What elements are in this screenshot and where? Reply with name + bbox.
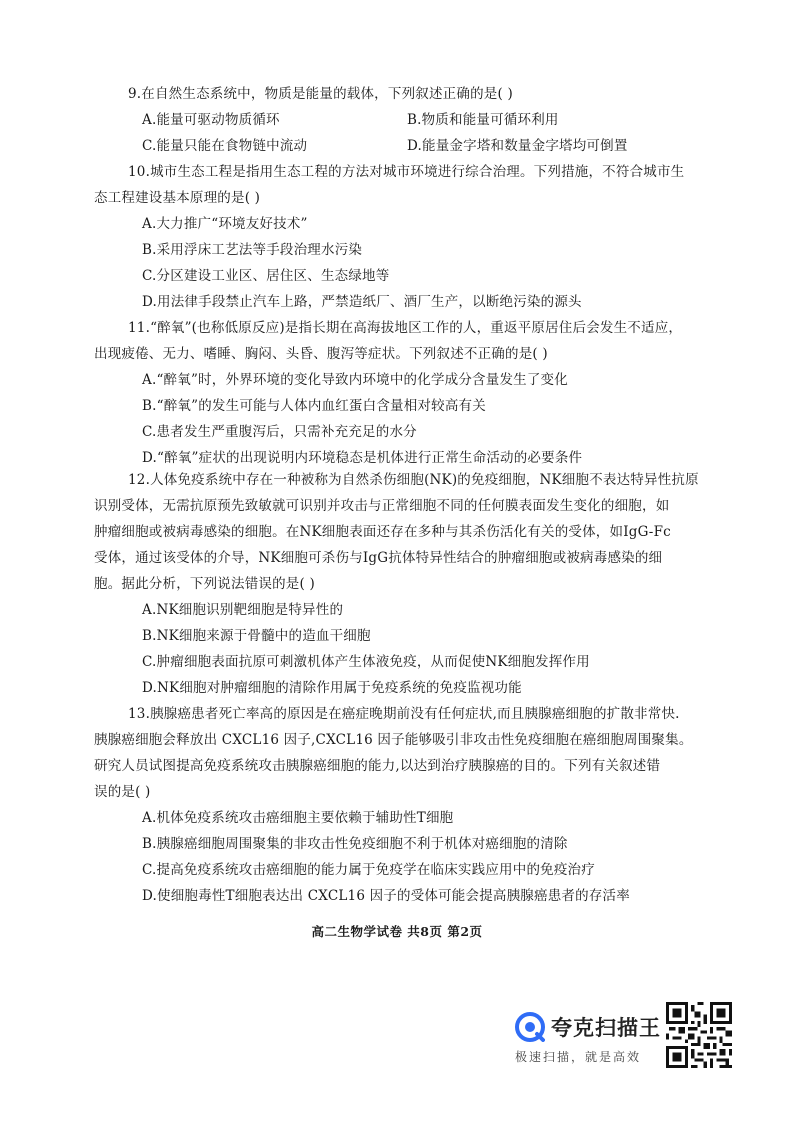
q11-option-d: D.“醉氧”症状的出现说明内环境稳态是机体进行正常生命活动的必要条件	[142, 450, 583, 466]
q10-option-c: C.分区建设工业区、居住区、生态绿地等	[142, 268, 390, 284]
q10-option-a: A.大力推广“环境友好技术”	[142, 216, 308, 232]
q13-option-a: A.机体免疫系统攻击癌细胞主要依赖于辅助性T细胞	[142, 810, 454, 826]
q12-option-c: C.肿瘤细胞表面抗原可刺激机体产生体液免疫，从而促使NK细胞发挥作用	[142, 654, 590, 670]
q13-stem-line2: 胰腺癌细胞会释放出 CXCL16 因子,CXCL16 因子能够吸引非攻击性免疫细胞在癌细胞周围聚集。	[94, 732, 693, 748]
q13-option-c: C.提高免疫系统攻击癌细胞的能力属于免疫学在临床实践应用中的免疫治疗	[142, 862, 595, 878]
q13-stem-line3: 研究人员试图提高免疫系统攻击胰腺癌细胞的能力,以达到治疗胰腺癌的目的。下列有关叙述错	[94, 758, 661, 774]
q11-option-b: B.“醉氧”的发生可能与人体内血红蛋白含量相对较高有关	[142, 398, 486, 414]
q13-stem-line1: 13.胰腺癌患者死亡率高的原因是在癌症晚期前没有任何症状,而且胰腺癌细胞的扩散非常快.	[128, 706, 680, 722]
q12-stem-line4: 受体，通过该受体的介导，NK细胞可杀伤与IgG抗体特异性结合的肿瘤细胞或被病毒感染的细	[94, 550, 663, 566]
q10-stem-line1: 10.城市生态工程是指用生态工程的方法对城市环境进行综合治理。下列措施，不符合城市生	[128, 164, 685, 180]
q11-option-c: C.患者发生严重腹泻后，只需补充充足的水分	[142, 424, 417, 440]
q10-option-b: B.采用浮床工艺法等手段治理水污染	[142, 242, 363, 258]
q12-stem-line3: 肿瘤细胞或被病毒感染的细胞。在NK细胞表面还存在多种与其杀伤活化有关的受体，如IgG-Fc	[94, 524, 671, 540]
qr-code-icon	[666, 1002, 732, 1068]
q11-option-a: A.“醉氧”时，外界环境的变化导致内环境中的化学成分含量发生了变化	[142, 372, 568, 388]
scanner-watermark	[515, 1008, 665, 1068]
q13-stem-line4: 误的是( )	[94, 784, 151, 800]
q11-stem-line2: 出现疲倦、无力、嗜睡、胸闷、头昏、腹泻等症状。下列叙述不正确的是( )	[94, 346, 548, 362]
q12-stem-line5: 胞。据此分析，下列说法错误的是( )	[94, 576, 315, 592]
scanner-brand-name: 夸克扫描王	[551, 1016, 661, 1040]
q10-option-d: D.用法律手段禁止汽车上路，严禁造纸厂、酒厂生产，以断绝污染的源头	[142, 294, 582, 310]
scanner-logo-icon	[515, 1012, 545, 1042]
scanner-slogan: 极速扫描，就是高效	[515, 1050, 642, 1064]
q12-option-b: B.NK细胞来源于骨髓中的造血干细胞	[142, 628, 371, 644]
page-footer: 高二生物学试卷 共8页 第2页	[311, 924, 483, 939]
q12-stem-line2: 识别受体，无需抗原预先致敏就可识别并攻击与正常细胞不同的任何膜表面发生变化的细胞，如	[94, 498, 670, 514]
q12-stem-line1: 12.人体免疫系统中存在一种被称为自然杀伤细胞(NK)的免疫细胞，NK细胞不表达特异性抗原	[128, 472, 699, 488]
q10-stem-line2: 态工程建设基本原理的是( )	[94, 190, 261, 206]
q9-option-d: D.能量金字塔和数量金字塔均可倒置	[407, 138, 628, 154]
q11-stem-line1: 11.“醉氧”(也称低原反应)是指长期在高海拔地区工作的人，重返平原居住后会发生不适应，	[128, 320, 683, 336]
q12-option-a: A.NK细胞识别靶细胞是特异性的	[142, 602, 344, 618]
q9-option-c: C.能量只能在食物链中流动	[142, 138, 308, 154]
q12-option-d: D.NK细胞对肿瘤细胞的清除作用属于免疫系统的免疫监视功能	[142, 680, 522, 696]
q9-option-b: B.物质和能量可循环利用	[407, 112, 559, 128]
q9-stem: 9.在自然生态系统中，物质是能量的载体，下列叙述正确的是( )	[128, 86, 513, 102]
q13-option-b: B.胰腺癌细胞周围聚集的非攻击性免疫细胞不利于机体对癌细胞的清除	[142, 836, 568, 852]
q13-option-d: D.使细胞毒性T细胞表达出 CXCL16 因子的受体可能会提高胰腺癌患者的存活率	[142, 888, 630, 904]
q9-option-a: A.能量可驱动物质循环	[142, 112, 280, 128]
